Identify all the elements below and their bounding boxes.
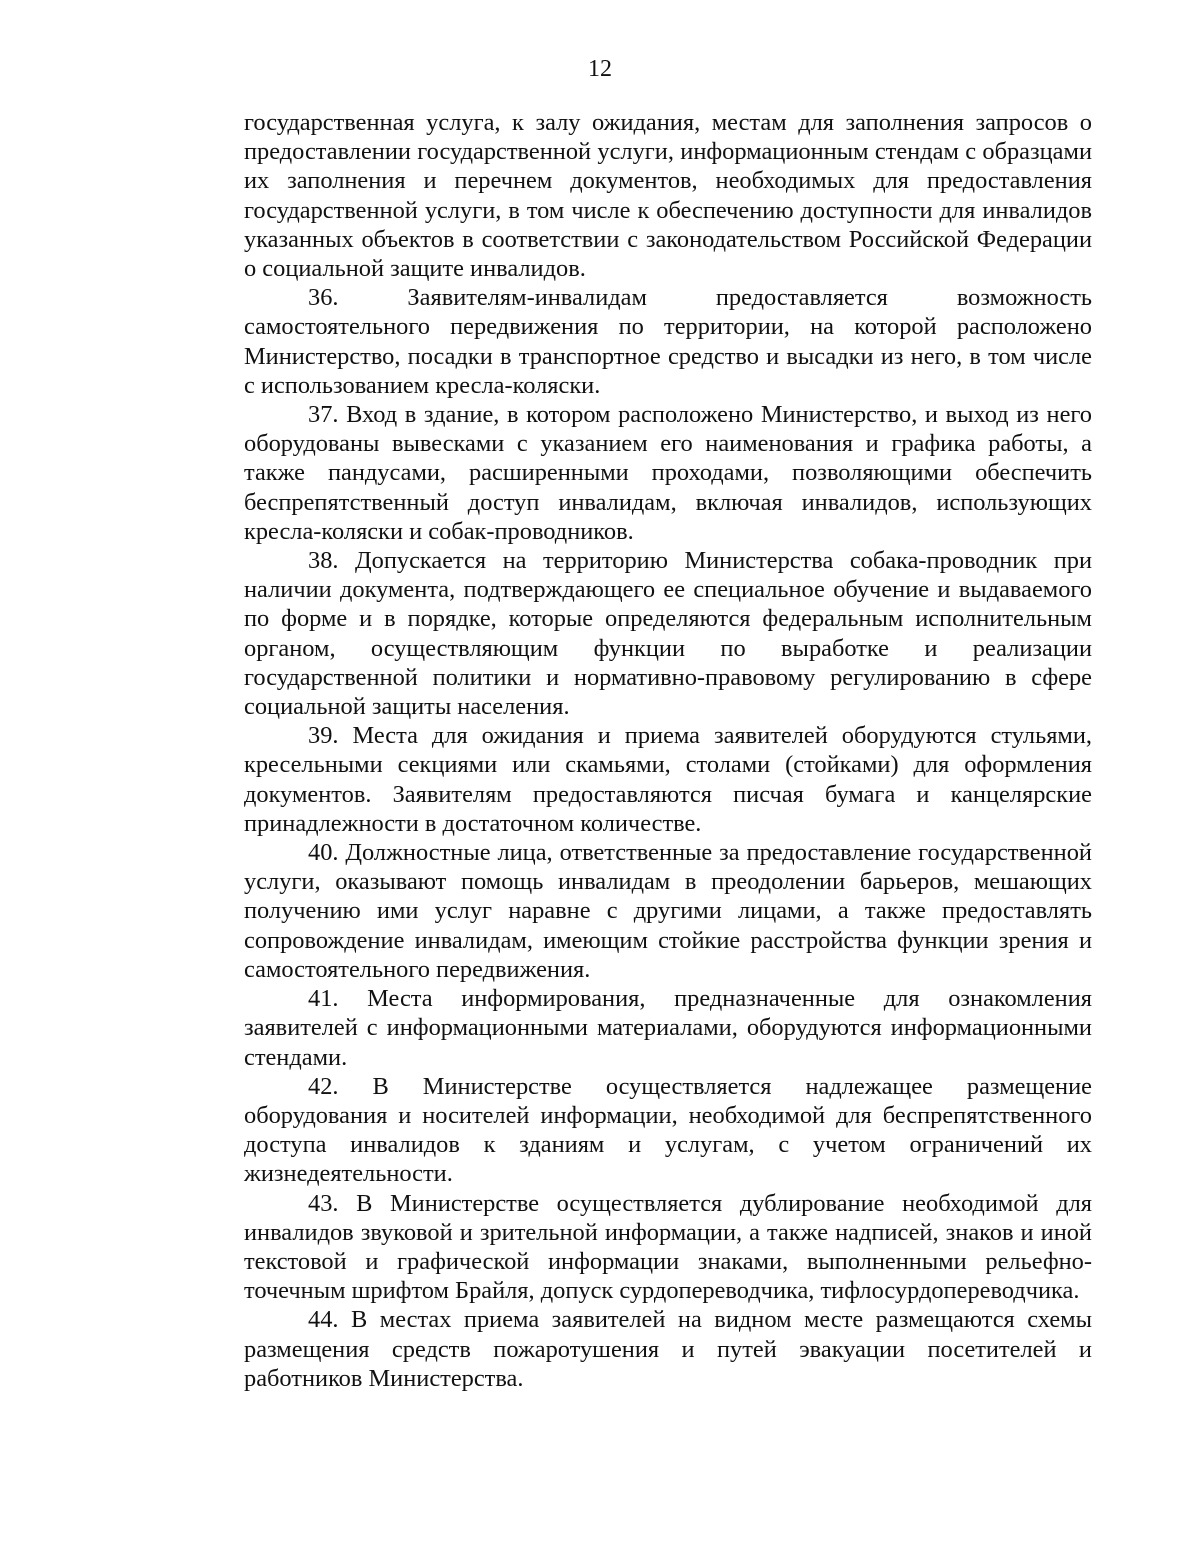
paragraph-38: 38. Допускается на территорию Министерства собака-проводник при наличии документа, подтверждающего ее специальное обучение и выдаваемого по форме и в порядке, которые определяются федеральным исполнительным органом, осуществляющим функции по выработке и реализации государственной политики и нормативно-правовому регулированию в сфере социальной защиты населения. [244,547,1092,721]
paragraph-37: 37. Вход в здание, в котором расположено Министерство, и выход из него оборудованы вывесками с указанием его наименования и графика работы, а также пандусами, расширенными проходами, позволяющими обеспечить беспрепятственный доступ инвалидам, включая инвалидов, использующих кресла-коляски и собак-проводников. [244,401,1092,545]
paragraph-continuation: государственная услуга, к залу ожидания, местам для заполнения запросов о предоставлении государственной услуги, информационным стендам с образцами их заполнения и перечнем документов, необходимых для предоставления государственной услуги, в том числе к обеспечению доступности для инвалидов указанных объектов в соответствии с законодательством Российской Федерации о социальной защите инвалидов. [244,109,1092,283]
paragraph-39: 39. Места для ожидания и приема заявителей оборудуются стульями, кресельными секциями или скамьями, столами (стойками) для оформления документов. Заявителям предоставляются писчая бумага и канцелярские принадлежности в достаточном количестве. [244,722,1092,837]
paragraph-41: 41. Места информирования, предназначенные для ознакомления заявителей с информационными материалами, оборудуются информационными стендами. [244,985,1092,1071]
page-number: 12 [588,56,612,82]
paragraph-43: 43. В Министерстве осуществляется дублирование необходимой для инвалидов звуковой и зрительной информации, а также надписей, знаков и иной текстовой и графической информации знаками, выполненными рельефно-точечным шрифтом Брайля, допуск сурдопереводчика, тифлосурдопереводчика. [244,1189,1092,1305]
paragraph-36: 36. Заявителям-инвалидам предоставляется возможность самостоятельного передвижения по территории, на которой расположено Министерство, посадки в транспортное средство и высадки из него, в том числе с использованием кресла-коляски. [244,284,1092,399]
paragraph-44: 44. В местах приема заявителей на видном месте размещаются схемы размещения средств пожаротушения и путей эвакуации посетителей и работников Министерства. [244,1306,1092,1392]
paragraph-40: 40. Должностные лица, ответственные за предоставление государственной услуги, оказывают помощь инвалидам в преодолении барьеров, мешающих получению ими услуг наравне с другими лицами, а также предоставлять сопровождение инвалидам, имеющим стойкие расстройства функции зрения и самостоятельного передвижения. [244,839,1092,983]
paragraph-42: 42. В Министерстве осуществляется надлежащее размещение оборудования и носителей информации, необходимой для беспрепятственного доступа инвалидов к зданиям и услугам, с учетом ограничений их жизнедеятельности. [244,1072,1092,1188]
document-body [244,108,1092,1393]
